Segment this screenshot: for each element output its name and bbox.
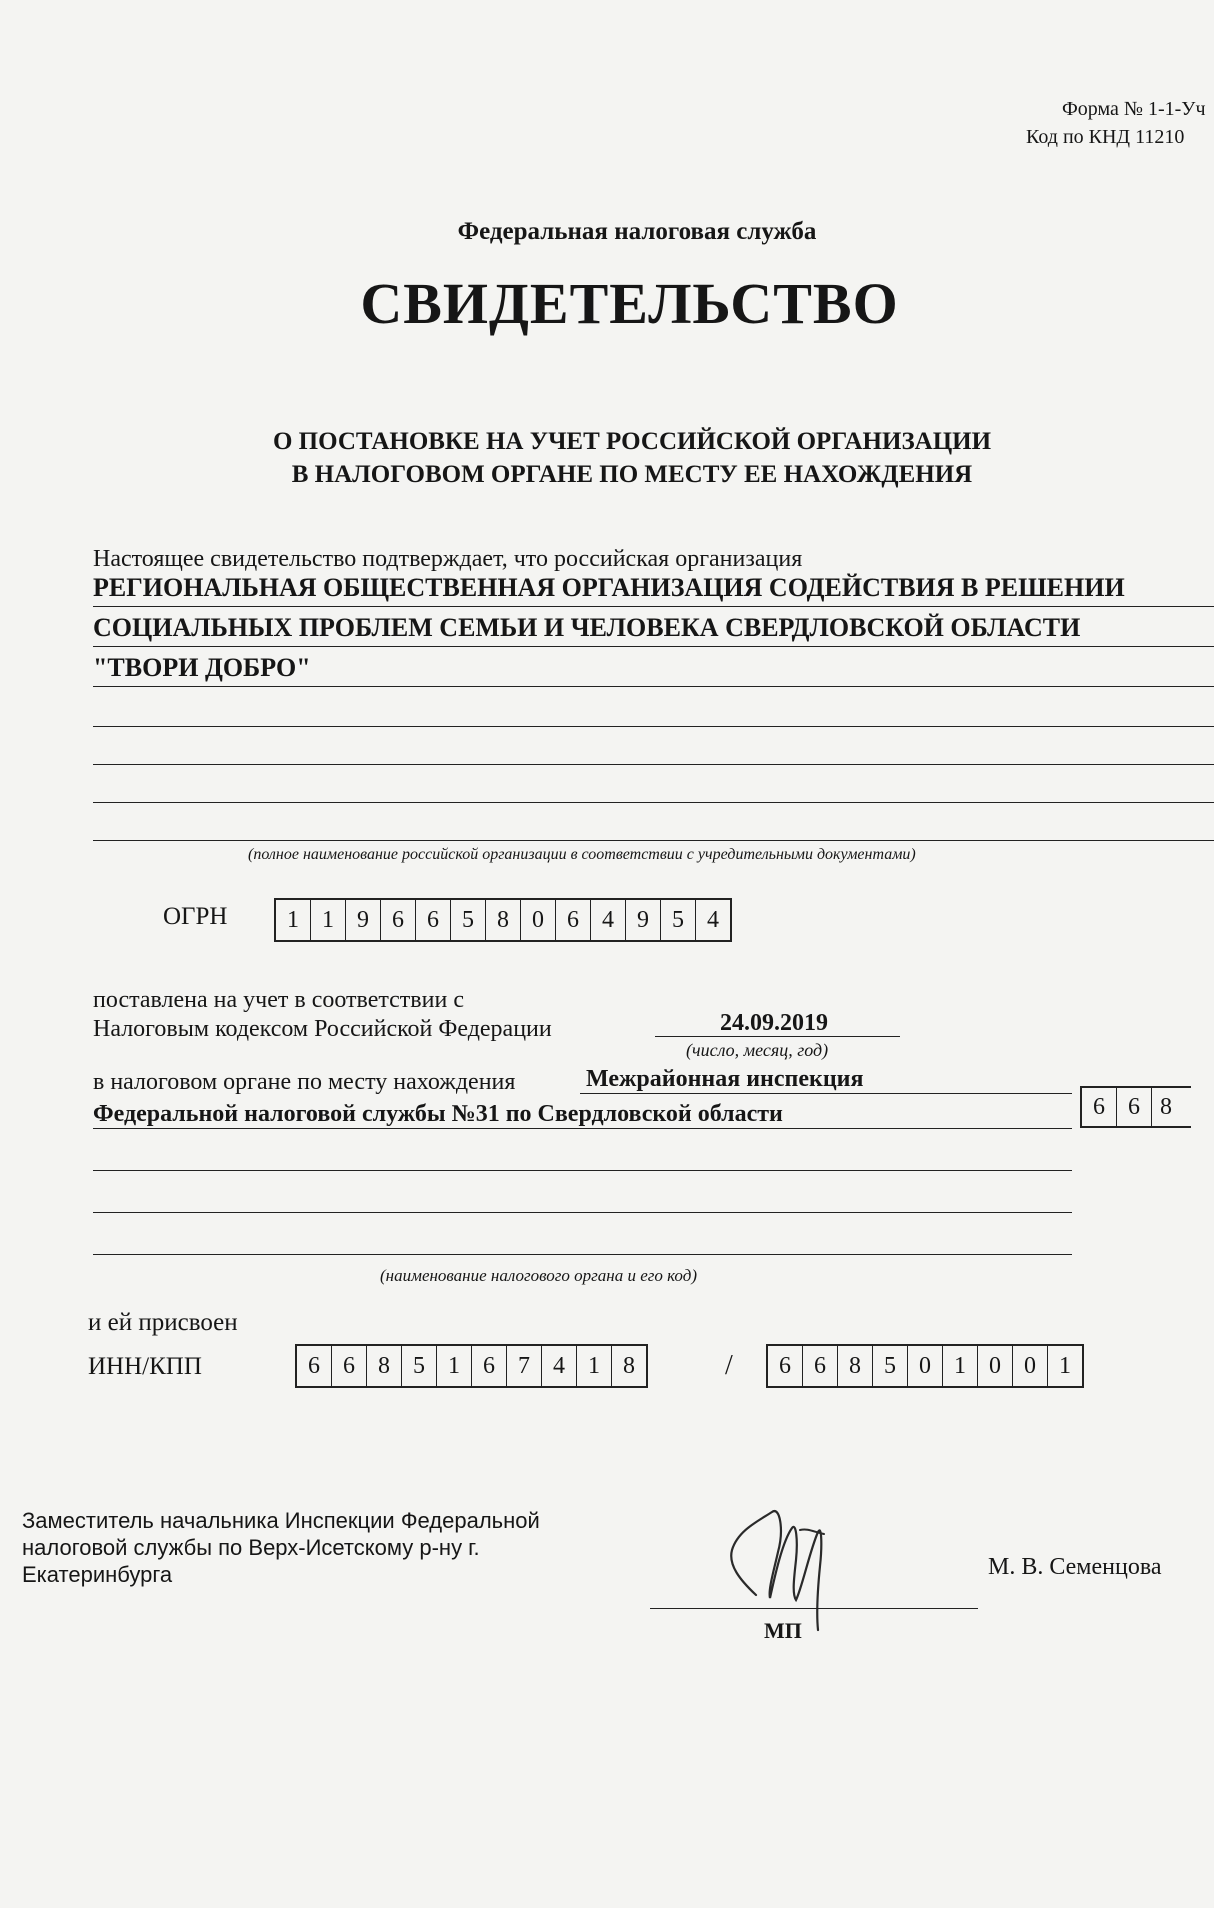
ogrn-label: ОГРН [163,903,228,930]
inn-digit: 6 [308,1352,320,1379]
org-name-line-3: "ТВОРИ ДОБРО" [93,653,311,682]
signature-rule [650,1608,978,1609]
inn-digit: 4 [541,1346,576,1386]
inn-digit: 1 [576,1346,611,1386]
signatory-position-2: налоговой службы по Верх-Исетскому р-ну г. [22,1535,480,1560]
org-name-line-2: СОЦИАЛЬНЫХ ПРОБЛЕМ СЕМЬИ И ЧЕЛОВЕКА СВЕРДЛОВСКОЙ ОБЛАСТИ [93,613,1081,642]
org-name-caption: (полное наименование российской организации в соответствии с учредительными документами) [248,846,916,863]
inn-kpp-separator: / [725,1350,733,1381]
ogrn-digit: 6 [555,900,590,940]
org-name-line-1: РЕГИОНАЛЬНАЯ ОБЩЕСТВЕННАЯ ОРГАНИЗАЦИЯ СОДЕЙСТВИЯ В РЕШЕНИИ [93,573,1125,602]
date-rule [655,1036,900,1037]
assigned-label: и ей присвоен [88,1309,238,1336]
tax-authority-caption: (наименование налогового органа и его код) [380,1266,697,1285]
ogrn-digit: 6 [380,900,415,940]
signatory-position-3: Екатеринбурга [22,1562,173,1587]
inn-digit: 7 [506,1346,541,1386]
ogrn-digit: 9 [625,900,660,940]
tax-code-digit: 8 [1151,1088,1191,1126]
org-rule-2 [93,646,1214,647]
org-rule-6 [93,802,1214,803]
inn-kpp-label: ИНН/КПП [88,1353,202,1380]
registration-date: 24.09.2019 [720,1010,828,1036]
kpp-digit: 1 [942,1346,977,1386]
tax-authority-rule-4 [93,1212,1072,1213]
ogrn-digit: 4 [695,900,730,940]
inn-digit: 8 [611,1346,646,1386]
kpp-cells [766,1344,1084,1388]
kpp-digit: 6 [779,1352,791,1379]
signatory-position-1: Заместитель начальника Инспекции Федеральной [22,1508,540,1533]
org-rule-4 [93,726,1214,727]
tax-authority-rule-5 [93,1254,1072,1255]
form-number: Форма № 1-1-Уч [1062,98,1206,120]
agency-name: Федеральная налоговая служба [457,218,817,245]
kpp-digit: 1 [1047,1346,1082,1386]
org-rule-7 [93,840,1214,841]
subtitle-line-1: О ПОСТАНОВКЕ НА УЧЕТ РОССИЙСКОЙ ОРГАНИЗАЦИИ [272,428,992,455]
kpp-digit: 5 [872,1346,907,1386]
knd-code: Код по КНД 11210 [1026,126,1185,148]
tax-authority-rule-3 [93,1170,1072,1171]
ogrn-digit: 1 [310,900,345,940]
ogrn-digit: 0 [520,900,555,940]
stamp-label: МП [764,1618,802,1643]
org-rule-3 [93,686,1214,687]
ogrn-digit: 9 [345,900,380,940]
ogrn-digit: 1 [287,906,299,933]
ogrn-digit: 6 [415,900,450,940]
registration-line-2: Налоговым кодексом Российской Федерации [93,1016,552,1042]
page-title: СВИДЕТЕЛЬСТВО [360,271,899,336]
tax-authority-rule-1 [580,1093,1072,1094]
tax-authority-label: в налоговом органе по месту нахождения [93,1069,516,1095]
org-rule-5 [93,764,1214,765]
inn-digit: 8 [366,1346,401,1386]
signatory-name: М. В. Семенцова [988,1554,1162,1580]
ogrn-digit: 4 [590,900,625,940]
tax-code-digit: 6 [1116,1088,1151,1126]
date-caption: (число, месяц, год) [686,1040,829,1060]
inn-digit: 6 [331,1346,366,1386]
tax-code-digit: 6 [1093,1093,1105,1120]
inn-digit: 1 [436,1346,471,1386]
ogrn-digit: 5 [450,900,485,940]
kpp-digit: 0 [907,1346,942,1386]
org-rule-1 [93,606,1214,607]
kpp-digit: 6 [802,1346,837,1386]
inn-digit: 6 [471,1346,506,1386]
inn-cells [295,1344,648,1388]
tax-authority-name-1: Межрайонная инспекция [586,1066,864,1092]
kpp-digit: 0 [977,1346,1012,1386]
intro-text: Настоящее свидетельство подтверждает, что российская организация [93,546,803,572]
kpp-digit: 8 [837,1346,872,1386]
tax-authority-name-2: Федеральной налоговой службы №31 по Свердловской области [93,1101,783,1127]
tax-authority-rule-2 [93,1128,1072,1129]
signature-image [700,1470,870,1640]
inn-digit: 5 [401,1346,436,1386]
registration-line-1: поставлена на учет в соответствии с [93,987,464,1013]
ogrn-cells [274,898,732,942]
subtitle-line-2: В НАЛОГОВОМ ОРГАНЕ ПО МЕСТУ ЕЕ НАХОЖДЕНИЯ [291,461,973,488]
ogrn-digit: 8 [485,900,520,940]
tax-authority-code-cells [1080,1086,1191,1128]
kpp-digit: 0 [1012,1346,1047,1386]
ogrn-digit: 5 [660,900,695,940]
